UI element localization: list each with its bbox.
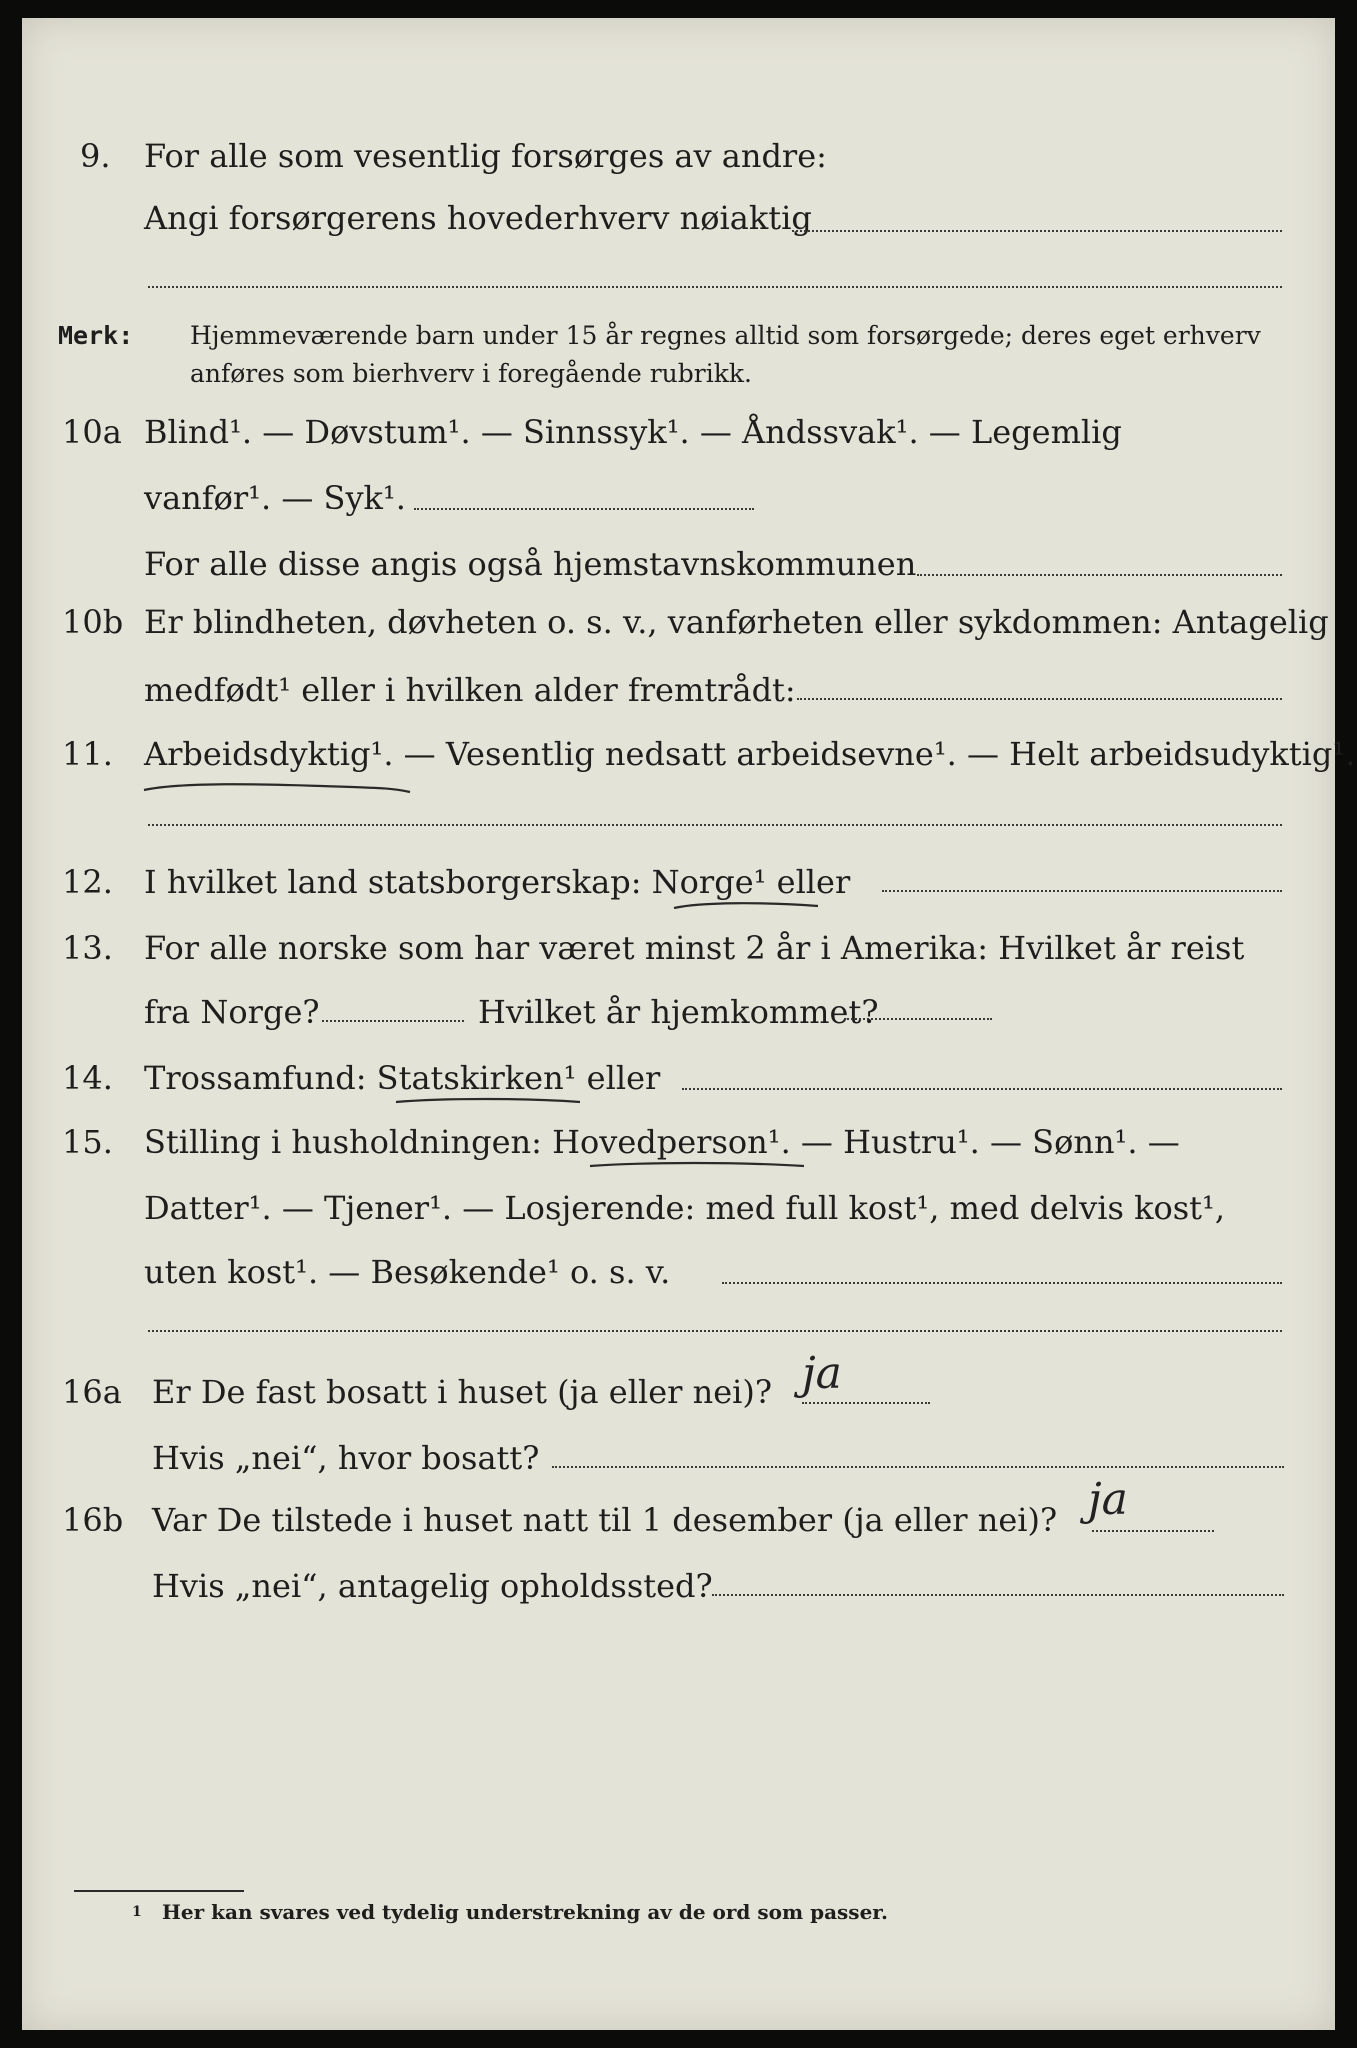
q10b-answer-line bbox=[797, 698, 1282, 700]
q11-number: 11. bbox=[62, 735, 113, 773]
q15-hovedperson-underline bbox=[588, 1158, 808, 1172]
q15-line1: Stilling i husholdningen: Hovedperson¹. — Hustru¹. — Sønn¹. — bbox=[144, 1123, 1180, 1161]
q14-statskirken-underline bbox=[394, 1094, 584, 1108]
q12-norge-underline bbox=[672, 898, 822, 914]
q10a-line2: vanfør¹. — Syk¹. bbox=[144, 479, 406, 517]
q13-line2a: fra Norge? bbox=[144, 993, 320, 1031]
merk-line1: Hjemmeværende barn under 15 år regnes alltid som forsørgede; deres eget erhverv bbox=[190, 321, 1261, 350]
q13-hjemkommet-answer-line bbox=[844, 1018, 992, 1020]
q14-number: 14. bbox=[62, 1059, 113, 1097]
q15-extra-line bbox=[148, 1330, 1282, 1332]
footnote-mark: 1 bbox=[132, 1904, 142, 1920]
q10b-line2: medfødt¹ eller i hvilken alder fremtrådt: bbox=[144, 671, 796, 709]
q12-line1: I hvilket land statsborgerskap: Norge¹ eller bbox=[144, 863, 851, 901]
q10b-number: 10b bbox=[62, 603, 124, 641]
q16a-line2: Hvis „nei“, hvor bosatt? bbox=[152, 1439, 540, 1477]
q10a-line3: For alle disse angis også hjemstavnskommunen bbox=[144, 545, 917, 583]
q16b-handwritten-answer: ja bbox=[1088, 1474, 1128, 1525]
footnote-rule bbox=[74, 1890, 244, 1892]
q16a-line1: Er De fast bosatt i huset (ja eller nei)? bbox=[152, 1373, 773, 1411]
q10a-line1: Blind¹. — Døvstum¹. — Sinnssyk¹. — Åndssvak¹. — Legemlig bbox=[144, 413, 1122, 451]
q10a-kommune-answer-line bbox=[917, 574, 1282, 576]
q9-line2: Angi forsørgerens hovederhverv nøiaktig bbox=[144, 199, 812, 237]
q16b-line1: Var De tilstede i huset natt til 1 desember (ja eller nei)? bbox=[152, 1501, 1058, 1539]
merk-line2: anføres som bierhverv i foregående rubrikk. bbox=[190, 359, 752, 388]
q9-answer-line bbox=[792, 230, 1282, 232]
census-form-page bbox=[22, 18, 1356, 2030]
q10b-line1: Er blindheten, døvheten o. s. v., vanførheten eller sykdommen: Antagelig bbox=[144, 603, 1329, 641]
q12-answer-line bbox=[882, 890, 1282, 892]
q16a-answer-line bbox=[802, 1402, 930, 1404]
q11-arbeidsdyktig-underline bbox=[142, 778, 412, 798]
q16b-opholdssted-answer-line bbox=[712, 1594, 1284, 1596]
merk-label: Merk: bbox=[58, 321, 134, 350]
q13-line2b: Hvilket år hjemkommet? bbox=[478, 993, 879, 1031]
q13-reist-answer-line bbox=[322, 1020, 464, 1022]
q15-line2: Datter¹. — Tjener¹. — Losjerende: med full kost¹, med delvis kost¹, bbox=[144, 1189, 1226, 1227]
q15-number: 15. bbox=[62, 1123, 113, 1161]
q14-line1: Trossamfund: Statskirken¹ eller bbox=[144, 1059, 661, 1097]
q11-line1: Arbeidsdyktig¹. — Vesentlig nedsatt arbeidsevne¹. — Helt arbeidsudyktig¹. bbox=[144, 735, 1356, 773]
q13-number: 13. bbox=[62, 929, 113, 967]
q14-answer-line bbox=[682, 1088, 1282, 1090]
q10a-syk-answer-line bbox=[414, 508, 754, 510]
footnote-text: Her kan svares ved tydelig understrekning av de ord som passer. bbox=[162, 1900, 888, 1924]
q11-extra-line bbox=[148, 824, 1282, 826]
q15-line3: uten kost¹. — Besøkende¹ o. s. v. bbox=[144, 1253, 671, 1291]
q10a-number: 10a bbox=[62, 413, 122, 451]
q16b-number: 16b bbox=[62, 1501, 124, 1539]
q9-line1: For alle som vesentlig forsørges av andre: bbox=[144, 137, 827, 175]
q16a-handwritten-answer: ja bbox=[802, 1348, 842, 1399]
q16b-line2: Hvis „nei“, antagelig opholdssted? bbox=[152, 1567, 713, 1605]
q16a-bosatt-answer-line bbox=[552, 1466, 1284, 1468]
q13-line1: For alle norske som har været minst 2 år i Amerika: Hvilket år reist bbox=[144, 929, 1245, 967]
q9-extra-line bbox=[148, 286, 1282, 288]
q16b-answer-line bbox=[1092, 1530, 1214, 1532]
q9-number: 9. bbox=[80, 137, 111, 175]
q15-answer-line bbox=[722, 1282, 1282, 1284]
q12-number: 12. bbox=[62, 863, 113, 901]
q16a-number: 16a bbox=[62, 1373, 122, 1411]
